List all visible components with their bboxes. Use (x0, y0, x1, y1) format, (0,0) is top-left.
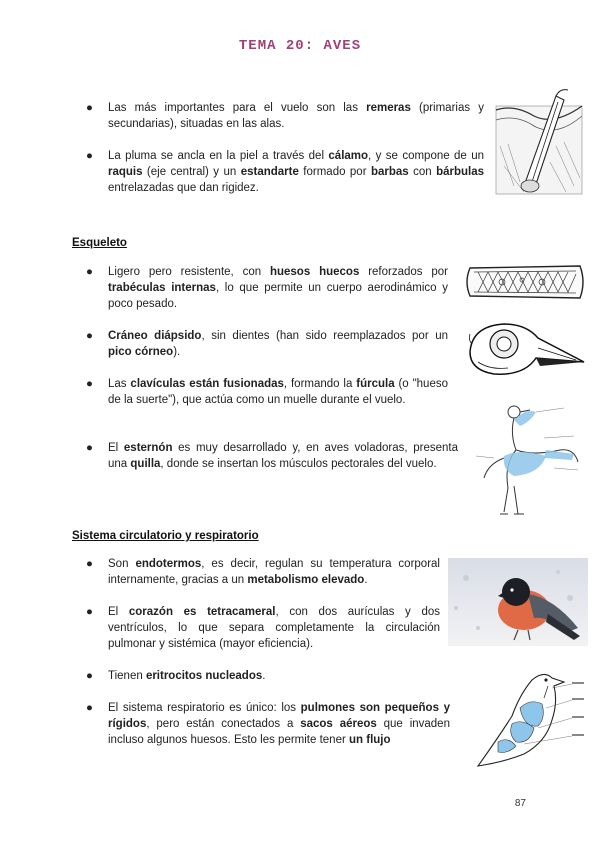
bullet-remeras (86, 100, 484, 132)
bullet-text: Las clavículas están fusionadas, formando la fúrcula (o "hueso de la suerte"), que actúa como un muelle durante el vuelo. (108, 378, 448, 406)
hollow-bone-figure (462, 258, 588, 306)
bullet-text: El corazón es tetracameral, con dos aurículas y dos ventrículos, lo que separa completamente la circulación pulmonar y sistémica (mayor eficiencia). (108, 606, 441, 650)
bullet-dot: ● (86, 150, 93, 162)
section-heading-esqueleto: Esqueleto (72, 237, 127, 249)
bullet-corazon (86, 604, 440, 652)
bullet-dot: ● (86, 558, 93, 570)
page-title: TEMA 20: AVES (238, 38, 362, 54)
bullet-text: Cráneo diápsido, sin dientes (han sido reemplazados por un pico córneo). (108, 330, 448, 358)
bullet-text: El sistema respiratorio es único: los pulmones son pequeños y rígidos, pero están conectados a sacos aéreos que invaden incluso algunos huesos. Esto les permite tener un flujo (108, 702, 450, 746)
bullet-eritrocitos (86, 668, 440, 684)
bullet-text: Tienen eritrocitos nucleados. (108, 670, 266, 682)
bullet-dot: ● (86, 442, 93, 454)
bullet-craneo (86, 328, 448, 360)
bullet-dot: ● (86, 606, 93, 618)
bird-skeleton-figure (474, 398, 586, 522)
page-number: 87 (514, 798, 526, 809)
bullet-huesos (86, 264, 448, 312)
bullet-esternon (86, 440, 458, 472)
bullet-text: Ligero pero resistente, con huesos huecos reforzados por trabéculas internas, lo que permite un cuerpo aerodinámico y poco pesado. (108, 266, 448, 310)
bullet-dot: ● (86, 266, 93, 278)
bird-respiratory-figure (468, 668, 588, 772)
bullet-endotermos (86, 556, 440, 588)
bullet-respiratorio (86, 700, 450, 748)
bullet-text: El esternón es muy desarrollado y, en aves voladoras, presenta una quilla, donde se insertan los músculos pectorales del vuelo. (108, 442, 458, 470)
bullet-pluma (86, 148, 484, 196)
section-heading-circulatorio: Sistema circulatorio y respiratorio (72, 530, 259, 542)
bullet-text: La pluma se ancla en la piel a través del cálamo, y se compone de un raquis (eje central) y un estandarte formado por barbas con bárbulas entrelazadas que dan rigidez. (108, 150, 484, 194)
bullet-dot: ● (86, 702, 93, 714)
bird-skull-figure (464, 318, 588, 382)
bullet-clavicula (86, 376, 448, 408)
bullet-dot: ● (86, 102, 93, 114)
bullet-text: Son endotermos, es decir, regulan su temperatura corporal internamente, gracias a un metabolismo elevado. (108, 558, 440, 586)
bullet-dot: ● (86, 378, 93, 390)
bullet-dot: ● (86, 330, 93, 342)
bullet-dot: ● (86, 670, 93, 682)
bullet-text: Las más importantes para el vuelo son las remeras (primarias y secundarias), situadas en las alas. (108, 102, 484, 130)
bullfinch-photo (448, 558, 588, 646)
feather-follicle-figure (494, 86, 586, 198)
